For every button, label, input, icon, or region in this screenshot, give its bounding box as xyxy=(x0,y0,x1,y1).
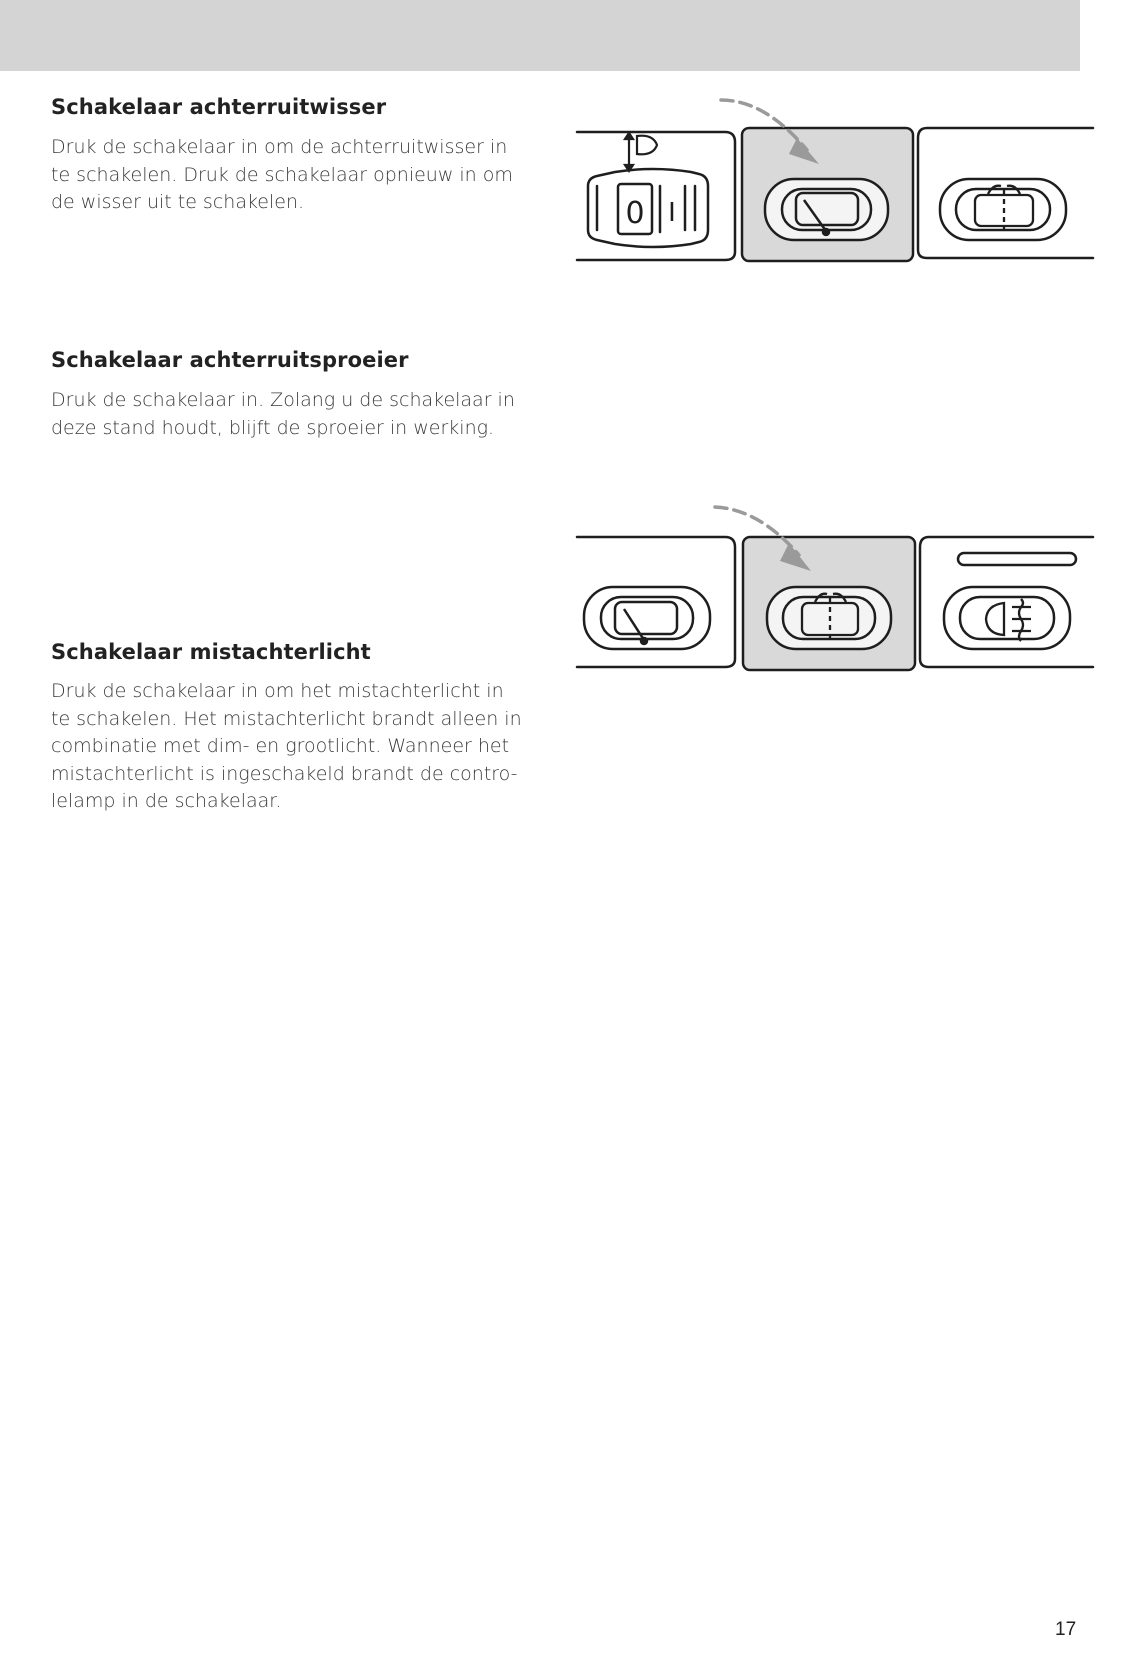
rear-washer-icon xyxy=(975,186,1033,234)
page-number: 17 xyxy=(1055,1619,1077,1640)
section-heading-rear-fog-light: Schakelaar mistachterlicht xyxy=(51,640,371,664)
section-text-rear-fog-light xyxy=(51,678,522,816)
headlight-range-switch xyxy=(577,132,735,260)
section-heading-rear-wiper: Schakelaar achterruitwisser xyxy=(51,95,387,119)
text-line: lelamp in de schakelaar. xyxy=(51,790,282,812)
section-text-rear-washer xyxy=(51,387,515,442)
text-line: deze stand houdt, blijft de sproeier in werking. xyxy=(51,416,495,439)
text-line: Druk de schakelaar in om het mistachterlicht in xyxy=(51,680,504,702)
text-line: mistachterlicht is ingeschakeld brandt de contro- xyxy=(51,762,518,785)
text-line: te schakelen. Het mistachterlicht brandt alleen in xyxy=(51,707,522,730)
headlight-range-icon xyxy=(625,133,657,171)
top-band xyxy=(0,0,1080,71)
switch-label-0: 0 xyxy=(625,196,645,231)
rear-fog-light-icon xyxy=(986,599,1031,641)
section-heading-rear-washer: Schakelaar achterruitsproeier xyxy=(51,348,409,372)
text-line: de wisser uit te schakelen. xyxy=(51,191,305,213)
text-line: Druk de schakelaar in. Zolang u de schakelaar in xyxy=(51,389,515,411)
switch-panel-illustration-1 xyxy=(575,90,1095,270)
text-line: Druk de schakelaar in om de achterruitwisser in xyxy=(51,136,508,158)
text-line: te schakelen. Druk de schakelaar opnieuw in om xyxy=(51,163,513,186)
rear-wiper-icon xyxy=(615,602,677,644)
switch-label-1: I xyxy=(668,198,676,228)
switch-panel-illustration-2 xyxy=(575,495,1095,675)
text-line: combinatie met dim- en grootlicht. Wanneer het xyxy=(51,735,510,757)
section-text-rear-wiper xyxy=(51,134,513,217)
